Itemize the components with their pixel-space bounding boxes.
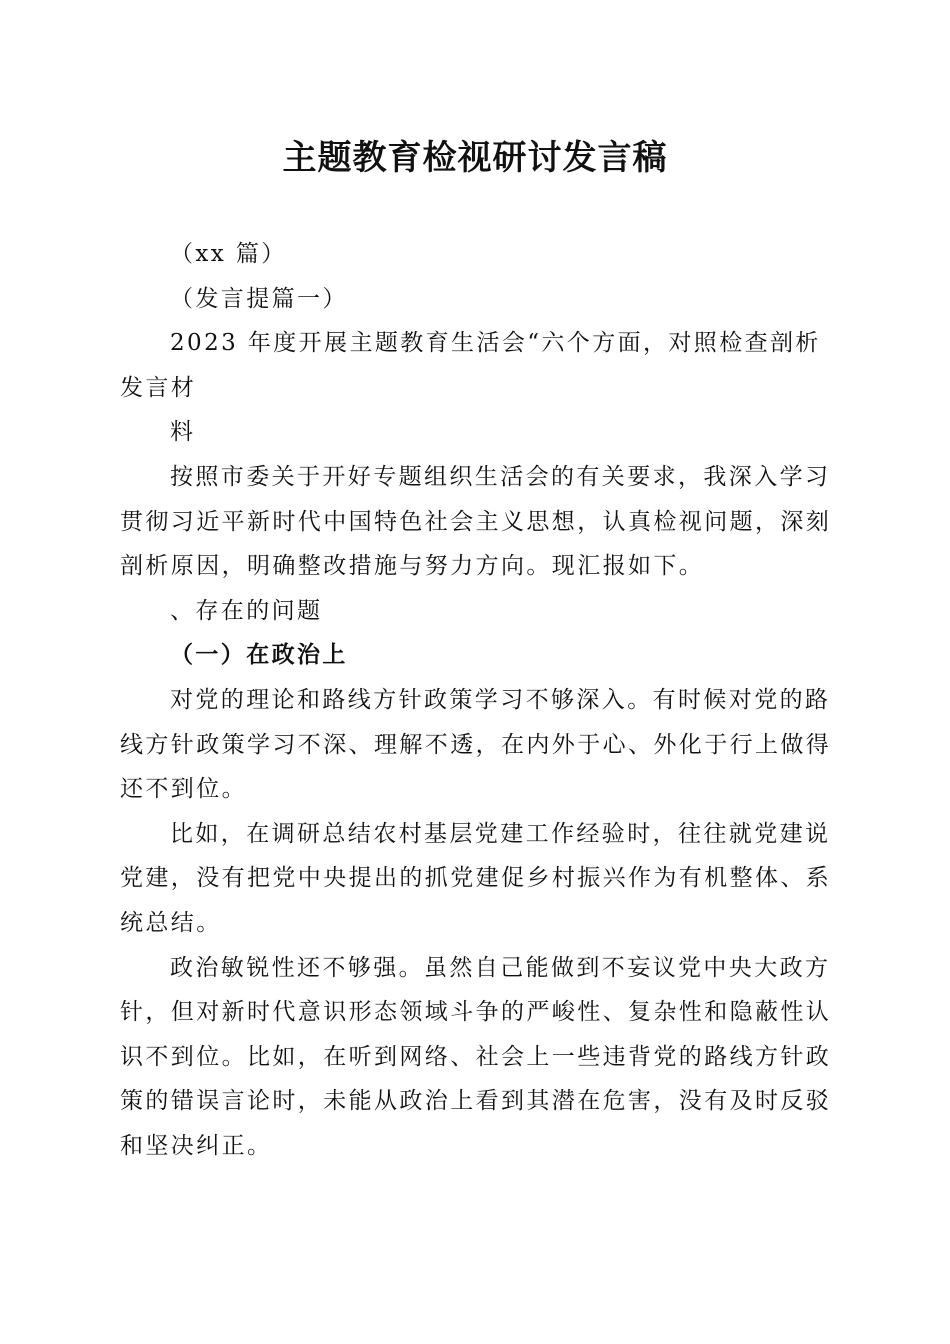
paragraph-intro: 按照市委关于开好专题组织生活会的有关要求，我深入学习贯彻习近平新时代中国特色社会主义思想，认真检视问题，深刻剖析原因，明确整改措施与努力方向。现汇报如下。	[120, 463, 832, 580]
section-heading-problems: 、存在的问题	[170, 597, 323, 624]
paragraph-example-party-building: 比如，在调研总结农村基层党建工作经验时，往往就党建说党建，没有把党中央提出的抓党建促乡村振兴作为有机整体、系统总结。	[120, 820, 832, 936]
document-title: 主题教育检视研讨发言稿	[282, 138, 668, 178]
paragraph-speech-note: （发言提篇一）	[170, 285, 348, 312]
paragraph-volume-note: （xx 篇）	[170, 241, 287, 267]
paragraph-theory-study: 对党的理论和路线方针政策学习不够深入。有时候对党的路线方针政策学习不深、理解不透，在内外于心、外化于行上做得还不到位。	[120, 686, 832, 803]
document-body	[120, 232, 832, 1168]
paragraph-heading: 2023 年度开展主题教育生活会“六个方面，对照检查剖析发言材	[120, 330, 821, 401]
paragraph-political-sensitivity: 政治敏锐性还不够强。虽然自己能做到不妄议党中央大政方针，但对新时代意识形态领域斗争的严峻性、复杂性和隐蔽性认识不到位。比如，在听到网络、社会上一些违背党的路线方针政策的错误言论时，未能从政治上看到其潜在危害，没有及时反驳和坚决纠正。	[120, 954, 832, 1159]
subsection-heading-political: （一）在政治上	[170, 641, 348, 669]
paragraph-heading-continued: 料	[170, 419, 196, 446]
